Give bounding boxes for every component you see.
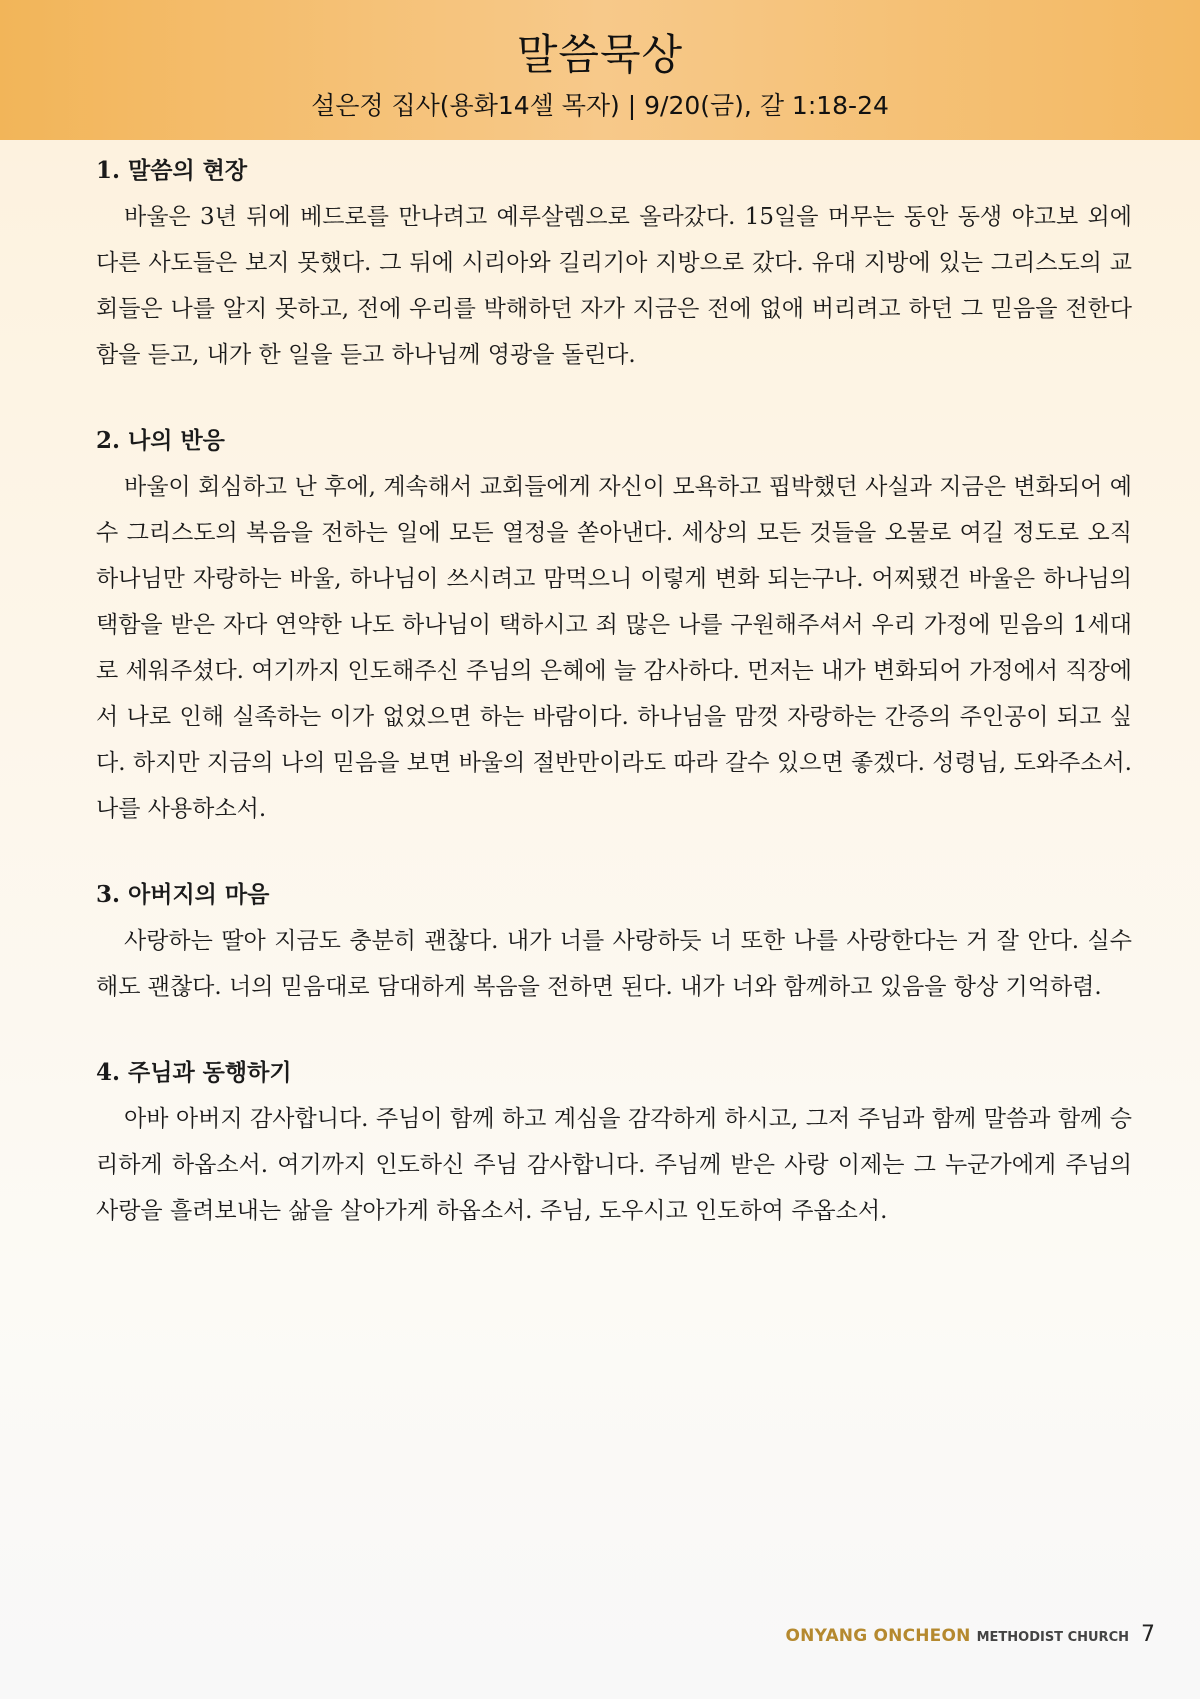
church-subtitle: METHODIST CHURCH bbox=[976, 1630, 1129, 1645]
section-heading: 1. 말씀의 현장 bbox=[96, 157, 248, 184]
header-band bbox=[0, 0, 1200, 140]
church-name: ONYANG ONCHEON bbox=[785, 1626, 971, 1646]
section-text: 바울이 회심하고 난 후에, 계속해서 교회들에게 자신이 모욕하고 핍박했던 사실과 지금은 변화되어 예수 그리스도의 복음을 전하는 일에 모든 열정을 쏟아낸다. 세상의 모든 것들을 오물로 여길 정도로 오직 하나님만 자랑하는 바울, 하나님이 쓰시려고 맘먹으니 이렇게 변화 되는구나. 어찌됐건 바울은 하나님의 택함을 받은 자다 연약한 나도 하나님이 택하시고 죄 많은 나를 구원해주셔서 우리 가정에 믿음의 1세대로 세워주셨다. 여기까지 인도해주신 주님의 은혜에 늘 감사하다. 먼저는 내가 변화되어 가정에서 직장에서 나로 인해 실족하는 이가 없었으면 하는 바람이다. 하나님을 맘껏 자랑하는 간증의 주인공이 되고 싶다. 하지만 지금의 나의 믿음을 보면 바울의 절반만이라도 따라 갈수 있으면 좋겠다. 성령님, 도와주소서. 나를 사용하소서. bbox=[96, 474, 1132, 822]
section-heading: 4. 주님과 동행하기 bbox=[96, 1059, 292, 1086]
section-fathers-heart bbox=[96, 872, 1132, 1010]
page-subtitle: 설은정 집사(용화14셀 목자) | 9/20(금), 갈 1:18-24 bbox=[311, 91, 889, 120]
article-body bbox=[96, 148, 1132, 1274]
section-heading: 2. 나의 반응 bbox=[96, 427, 225, 454]
page-number: 7 bbox=[1141, 1622, 1155, 1647]
section-text: 아바 아버지 감사합니다. 주님이 함께 하고 계심을 감각하게 하시고, 그저 주님과 함께 말씀과 함께 승리하게 하옵소서. 여기까지 인도하신 주님 감사합니다. 주님께 받은 사랑 이제는 그 누군가에게 주님의 사랑을 흘려보내는 삶을 살아가게 하옵소서. 주님, 도우시고 인도하여 주옵소서. bbox=[96, 1106, 1132, 1224]
section-walk-with-lord bbox=[96, 1050, 1132, 1234]
section-text: 사랑하는 딸아 지금도 충분히 괜찮다. 내가 너를 사랑하듯 너 또한 나를 사랑한다는 거 잘 안다. 실수해도 괜찮다. 너의 믿음대로 담대하게 복음을 전하면 된다. 내가 너와 함께하고 있음을 항상 기억하렴. bbox=[96, 928, 1132, 1000]
section-text: 바울은 3년 뒤에 베드로를 만나려고 예루살렘으로 올라갔다. 15일을 머무는 동안 동생 야고보 외에 다른 사도들은 보지 못했다. 그 뒤에 시리아와 길리기아 지방으로 갔다. 유대 지방에 있는 그리스도의 교회들은 나를 알지 못하고, 전에 우리를 박해하던 자가 지금은 전에 없애 버리려고 하던 그 믿음을 전한다 함을 듣고, 내가 한 일을 듣고 하나님께 영광을 돌린다. bbox=[96, 204, 1132, 368]
section-my-response bbox=[96, 418, 1132, 832]
page-title: 말씀묵상 bbox=[516, 30, 684, 79]
footer bbox=[785, 1622, 1155, 1647]
section-word-scene bbox=[96, 148, 1132, 378]
section-heading: 3. 아버지의 마음 bbox=[96, 881, 270, 908]
